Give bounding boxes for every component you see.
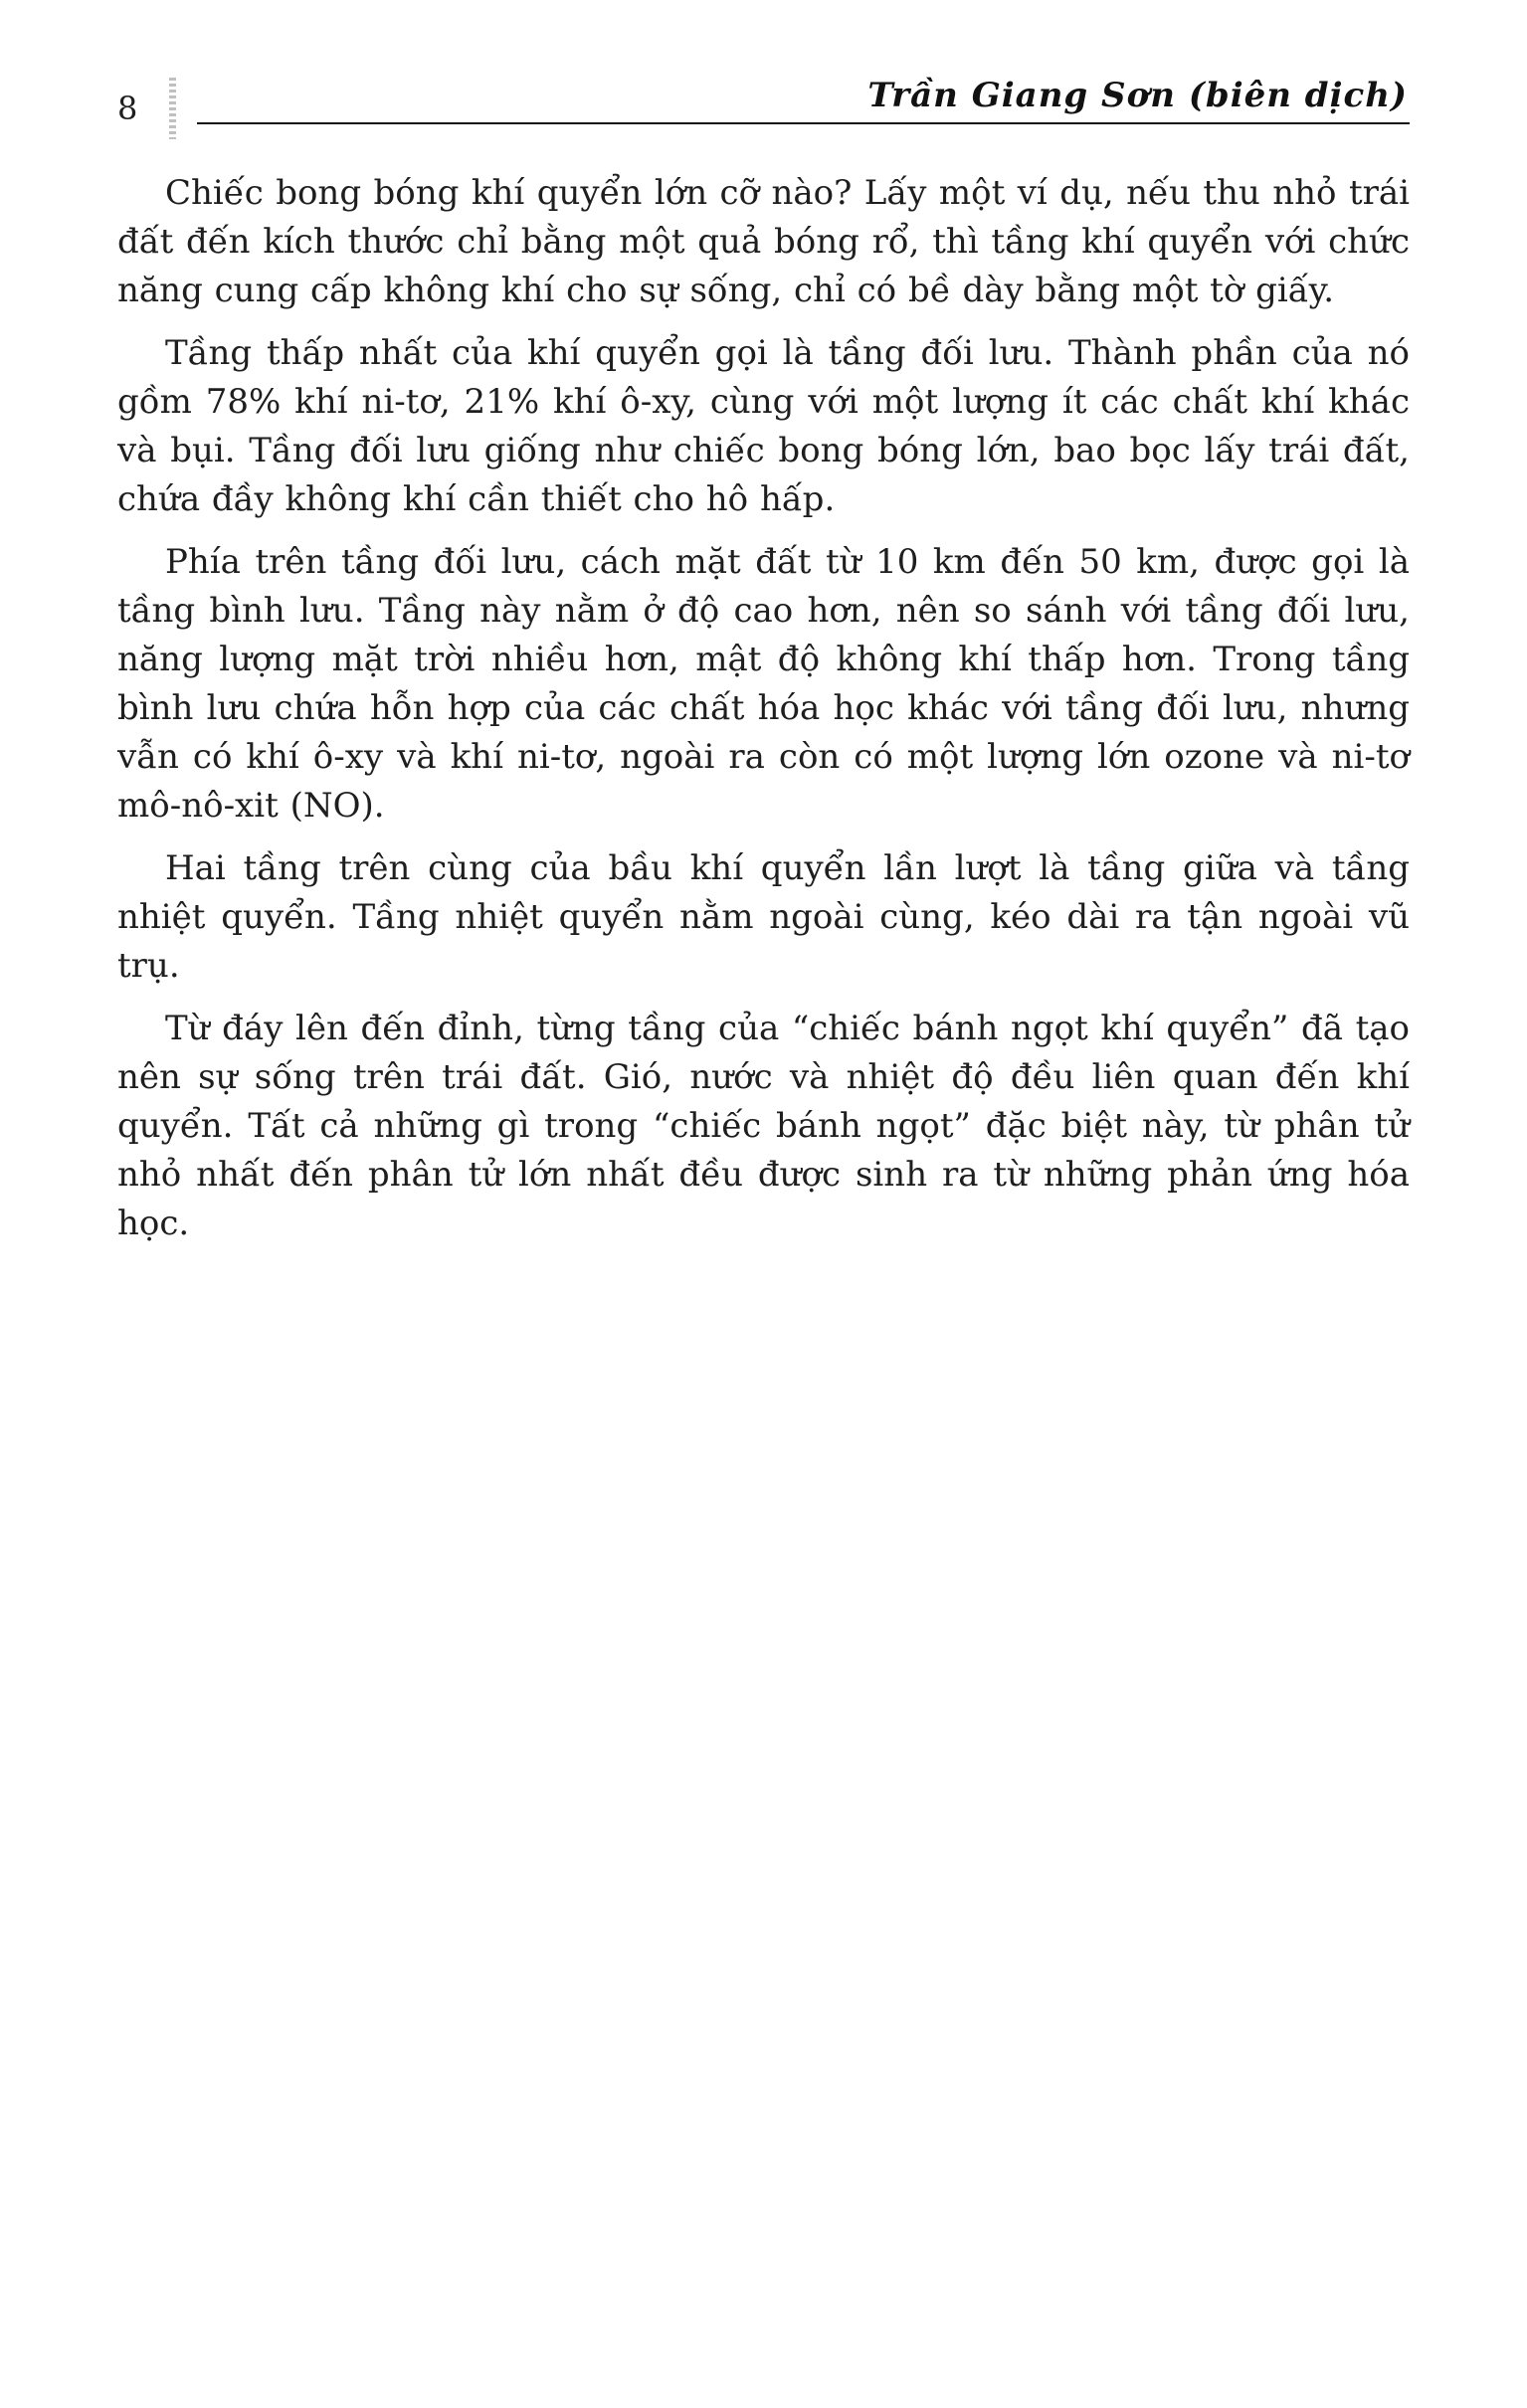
header-ornament-divider: [169, 78, 176, 139]
paragraph: Phía trên tầng đối lưu, cách mặt đất từ 10 km đến 50 km, được gọi là tầng bình lưu. Tầng này nằm ở độ cao hơn, nên so sánh với tầng đối lưu, năng lượng mặt trời nhiều hơn, mật độ không khí thấp hơn. Trong tầng bình lưu chứa hỗn hợp của các chất hóa học khác với tầng đối lưu, nhưng vẫn có khí ô-xy và khí ni-tơ, ngoài ra còn có một lượng lớn ozone và ni-tơ mô-nô-xit (NO).: [117, 542, 1410, 826]
header-rule: [197, 122, 1410, 124]
paragraph: Chiếc bong bóng khí quyển lớn cỡ nào? Lấy một ví dụ, nếu thu nhỏ trái đất đến kích thước chỉ bằng một quả bóng rổ, thì tầng khí quyển với chức năng cung cấp không khí cho sự sống, chỉ có bề dày bằng một tờ giấy.: [117, 173, 1410, 310]
paragraph: Tầng thấp nhất của khí quyển gọi là tầng đối lưu. Thành phần của nó gồm 78% khí ni-tơ, 21% khí ô-xy, cùng với một lượng ít các chất khí khác và bụi. Tầng đối lưu giống như chiếc bong bóng lớn, bao bọc lấy trái đất, chứa đầy không khí cần thiết cho hô hấp.: [117, 333, 1410, 519]
page-header: [117, 78, 1410, 147]
body-text: [117, 169, 1410, 1262]
running-head-translator: Trần Giang Sơn (biên dịch): [867, 76, 1408, 115]
paragraph: Từ đáy lên đến đỉnh, từng tầng của “chiếc bánh ngọt khí quyển” đã tạo nên sự sống trên trái đất. Gió, nước và nhiệt độ đều liên quan đến khí quyển. Tất cả những gì trong “chiếc bánh ngọt” đặc biệt này, từ phân tử nhỏ nhất đến phân tử lớn nhất đều được sinh ra từ những phản ứng hóa học.: [117, 1009, 1410, 1243]
header-right: [197, 78, 1410, 132]
paragraph: Hai tầng trên cùng của bầu khí quyển lần lượt là tầng giữa và tầng nhiệt quyển. Tầng nhiệt quyển nằm ngoài cùng, kéo dài ra tận ngoài vũ trụ.: [117, 848, 1410, 986]
page-number: 8: [117, 90, 138, 127]
